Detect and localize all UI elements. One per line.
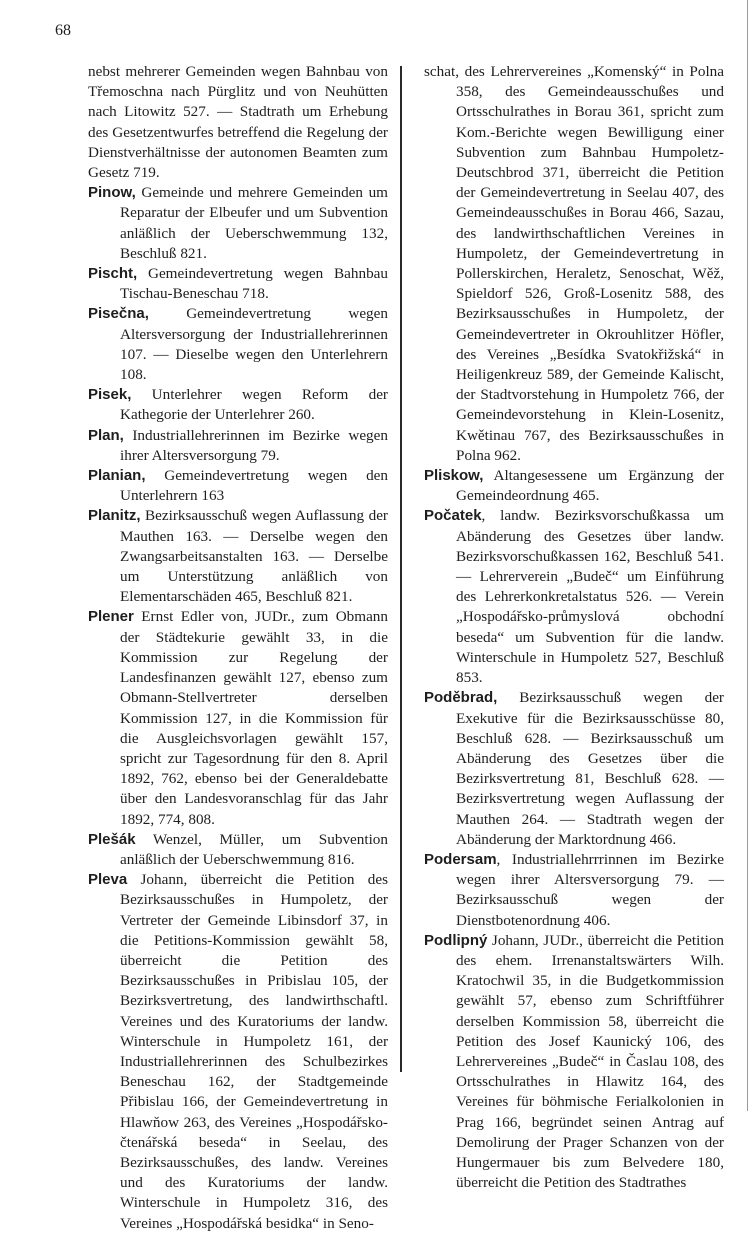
entry-keyword: Plan, <box>88 426 124 444</box>
entry-text: Johann, JUDr., überreicht die Petition des ehem. Irrenanstaltswärters Wilh. Kratochwil 35, in die Budgetkommission gewählt 57, ebenso zum Schriftführer derselben Kommission 58, überreicht die Petition des Josef Kaunický 106, des Lehrervereines „Budeč“ in Časlau 108, des Ortsschulrathes in Hlawitz 164, des Vereines für böhmische Ferialkolonien in Prag 166, begründet seinen Antrag auf Demolirung der Prager Schanzen von der Hungermauer bis zum Belvedere 180, überreicht die Petition des Stadtrathes <box>456 931 724 1192</box>
entry-text: Wenzel, Müller, um Subvention anläßlich der Ueberschwemmung 816. <box>120 830 388 868</box>
entry-text: , landw. Bezirksvorschußkassa um Abänderung des Gesetzes über landw. Bezirksvorschußkassen 162, Beschluß 541. — Lehrerverein „Budeč“ um Einführung des Lehrerkonkretalstatus 526. — Verein „Hospodářsko-průmyslová obchodní beseda“ um Subvention für die landw. Winterschule in Humpoletz 527, Beschluß 853. <box>456 507 724 687</box>
entry-keyword: Planian, <box>88 467 146 485</box>
entry-keyword: Podersam <box>424 850 497 868</box>
entry-text: schat, des Lehrervereines „Komenský“ in Polna 358, des Gemeindeausschußes und Ortsschulrathes in Borau 361, spricht zum Kom.-Berichte wegen Bewilligung einer Subvention zum Bahnbau Humpoletz-Deutschbrod 371, überreicht die Petition der Gemeindevertretung in Seelau 407, des Gemeindeausschußes in Borau 466, Sazau, des landwirthschaftlichen Vereines in Humpoletz, der Gemeindevertretung in Pollerskirchen, Heraletz, Senoschat, Wěž, Spieldorf 526, Groß-Losenitz 588, des Bezirksausschußes in Humpoletz, der Gemeindevertreter in Okrouhlitzer Höfler, des Vereines „Besídka Svatokřižská“ in Heiligenkreuz 589, der Gemeinde Kalischt, der Stadtvorstehung in Humpoletz 766, der Gemeindevorstehung in Klein-Losenitz, Kwětinau 767, des Bezirksausschußes in Polna 962. <box>424 63 724 464</box>
column-divider <box>400 66 402 1072</box>
right-column <box>424 62 724 1193</box>
entry-text: Unterlehrer wegen Reform der Kathegorie der Unterlehrer 260. <box>120 386 388 424</box>
left-column <box>88 62 388 1234</box>
entry-text: Johann, überreicht die Petition des Bezirksausschußes in Humpoletz, der Vertreter der Gemeinde Libinsdorf 37, in die Petitions-Kommission gewählt 58, überreicht die Petition des Bezirksausschußes in Pribislau 105, der Bezirksvertretung, des landwirthschaftl. Vereines und des Kuratoriums der landw. Winterschule in Humpoletz 161, der Industriallehrerinnen des Schulbezirkes Beneschau 162, der Stadtgemeinde Přibislau 166, der Gemeindevertretung in Hlawňow 263, des Vereines „Hospodářsko-čtenářská beseda“ in Seelau, des Bezirksausschußes, des landw. Vereines und des Kuratoriums der landw. Winterschule in Humpoletz 316, des Vereines „Hospodářská besidka“ in Seno- <box>120 871 388 1232</box>
page-edge-border <box>747 0 748 1111</box>
entry-text: Bezirksausschuß wegen Auflassung der Mauthen 163. — Derselbe wegen den Zwangsarbeitsanstalten 163. — Derselbe um Unterstützung anläßlich von Elementarschäden 465, Beschluß 821. <box>120 507 388 606</box>
index-entry <box>88 870 388 1234</box>
index-entry <box>88 607 388 829</box>
index-entry <box>88 183 388 264</box>
index-entry <box>88 830 388 870</box>
entry-text: Altangesessene um Ergänzung der Gemeindeordnung 465. <box>456 467 724 505</box>
entry-text: Gemeindevertretung wegen Bahnbau Tischau-Beneschau 718. <box>120 265 388 303</box>
entry-keyword: Počatek <box>424 507 482 525</box>
entry-text: Ernst Edler von, JUDr., zum Obmann der Städtekurie gewählt 33, in die Kommission zur Regelung der Landesfinanzen gewählt 127, ebenso zum Obmann-Stellvertreter derselben Kommission 127, in die Kommission für die Ausgleichsvorlagen gewählt 157, spricht zur Tagesordnung für den 8. April 1892, 762, ebenso bei der Generaldebatte über den Landesvoranschlag für das Jahr 1892, 774, 808. <box>120 608 388 828</box>
index-entry <box>88 62 388 183</box>
entry-text: Bezirksausschuß wegen der Exekutive für die Bezirksausschüsse 80, Beschluß 628. — Bezirksausschuß um Abänderung des Gesetzes über die Bezirksvertretung 81, Beschluß 628. — Bezirksvertretung wegen Auflassung der Mauthen 264. — Stadtrath wegen der Abänderung der Marktordnung 466. <box>456 689 724 848</box>
entry-keyword: Plener <box>88 608 134 626</box>
entry-keyword: Pisek, <box>88 386 132 404</box>
entry-keyword: Planitz, <box>88 507 141 525</box>
entry-keyword: Poděbrad, <box>424 689 498 707</box>
entry-keyword: Pinow, <box>88 184 136 202</box>
entry-keyword: Pischt, <box>88 265 138 283</box>
entry-keyword: Podlipný <box>424 931 488 949</box>
page-number: 68 <box>55 22 71 39</box>
index-entry <box>88 385 388 425</box>
index-entry <box>88 506 388 607</box>
entry-text: Industriallehrerinnen im Bezirke wegen ihrer Altersversorgung 79. <box>120 426 388 464</box>
index-entry <box>424 850 724 931</box>
index-entry <box>424 62 724 466</box>
index-entry <box>88 426 388 466</box>
index-entry <box>424 688 724 850</box>
index-entry <box>424 506 724 688</box>
index-entry <box>88 466 388 506</box>
index-entry <box>88 304 388 385</box>
entry-text: Gemeindevertretung wegen den Unterlehrern 163 <box>120 467 388 505</box>
entry-keyword: Pisečna, <box>88 305 149 323</box>
entry-keyword: Plešák <box>88 830 136 848</box>
index-entry <box>88 264 388 304</box>
entry-text: Gemeinde und mehrere Gemeinden um Reparatur der Elbeufer und um Subvention anläßlich der Ueberschwemmung 132, Beschluß 821. <box>120 184 388 262</box>
entry-text: Gemeindevertretung wegen Altersversorgung der Industriallehrerinnen 107. — Dieselbe wegen den Unterlehrern 108. <box>120 305 388 384</box>
entry-text: , Industriallehrrrinnen im Bezirke wegen ihrer Altersversorgung 79. — Bezirksausschuß wegen der Dienstbotenordnung 406. <box>456 850 724 929</box>
index-entry <box>424 931 724 1194</box>
entry-text: nebst mehrerer Gemeinden wegen Bahnbau von Třemoschna nach Pürglitz und von Neuhütten nach Litowitz 527. — Stadtrath um Erhebung des Gesetzentwurfes betreffend die Regelung der Dienstverhältnisse der autonomen Beamten zum Gesetz 719. <box>88 63 388 182</box>
entry-keyword: Pleva <box>88 871 128 889</box>
entry-keyword: Pliskow, <box>424 467 484 485</box>
index-entry <box>424 466 724 506</box>
